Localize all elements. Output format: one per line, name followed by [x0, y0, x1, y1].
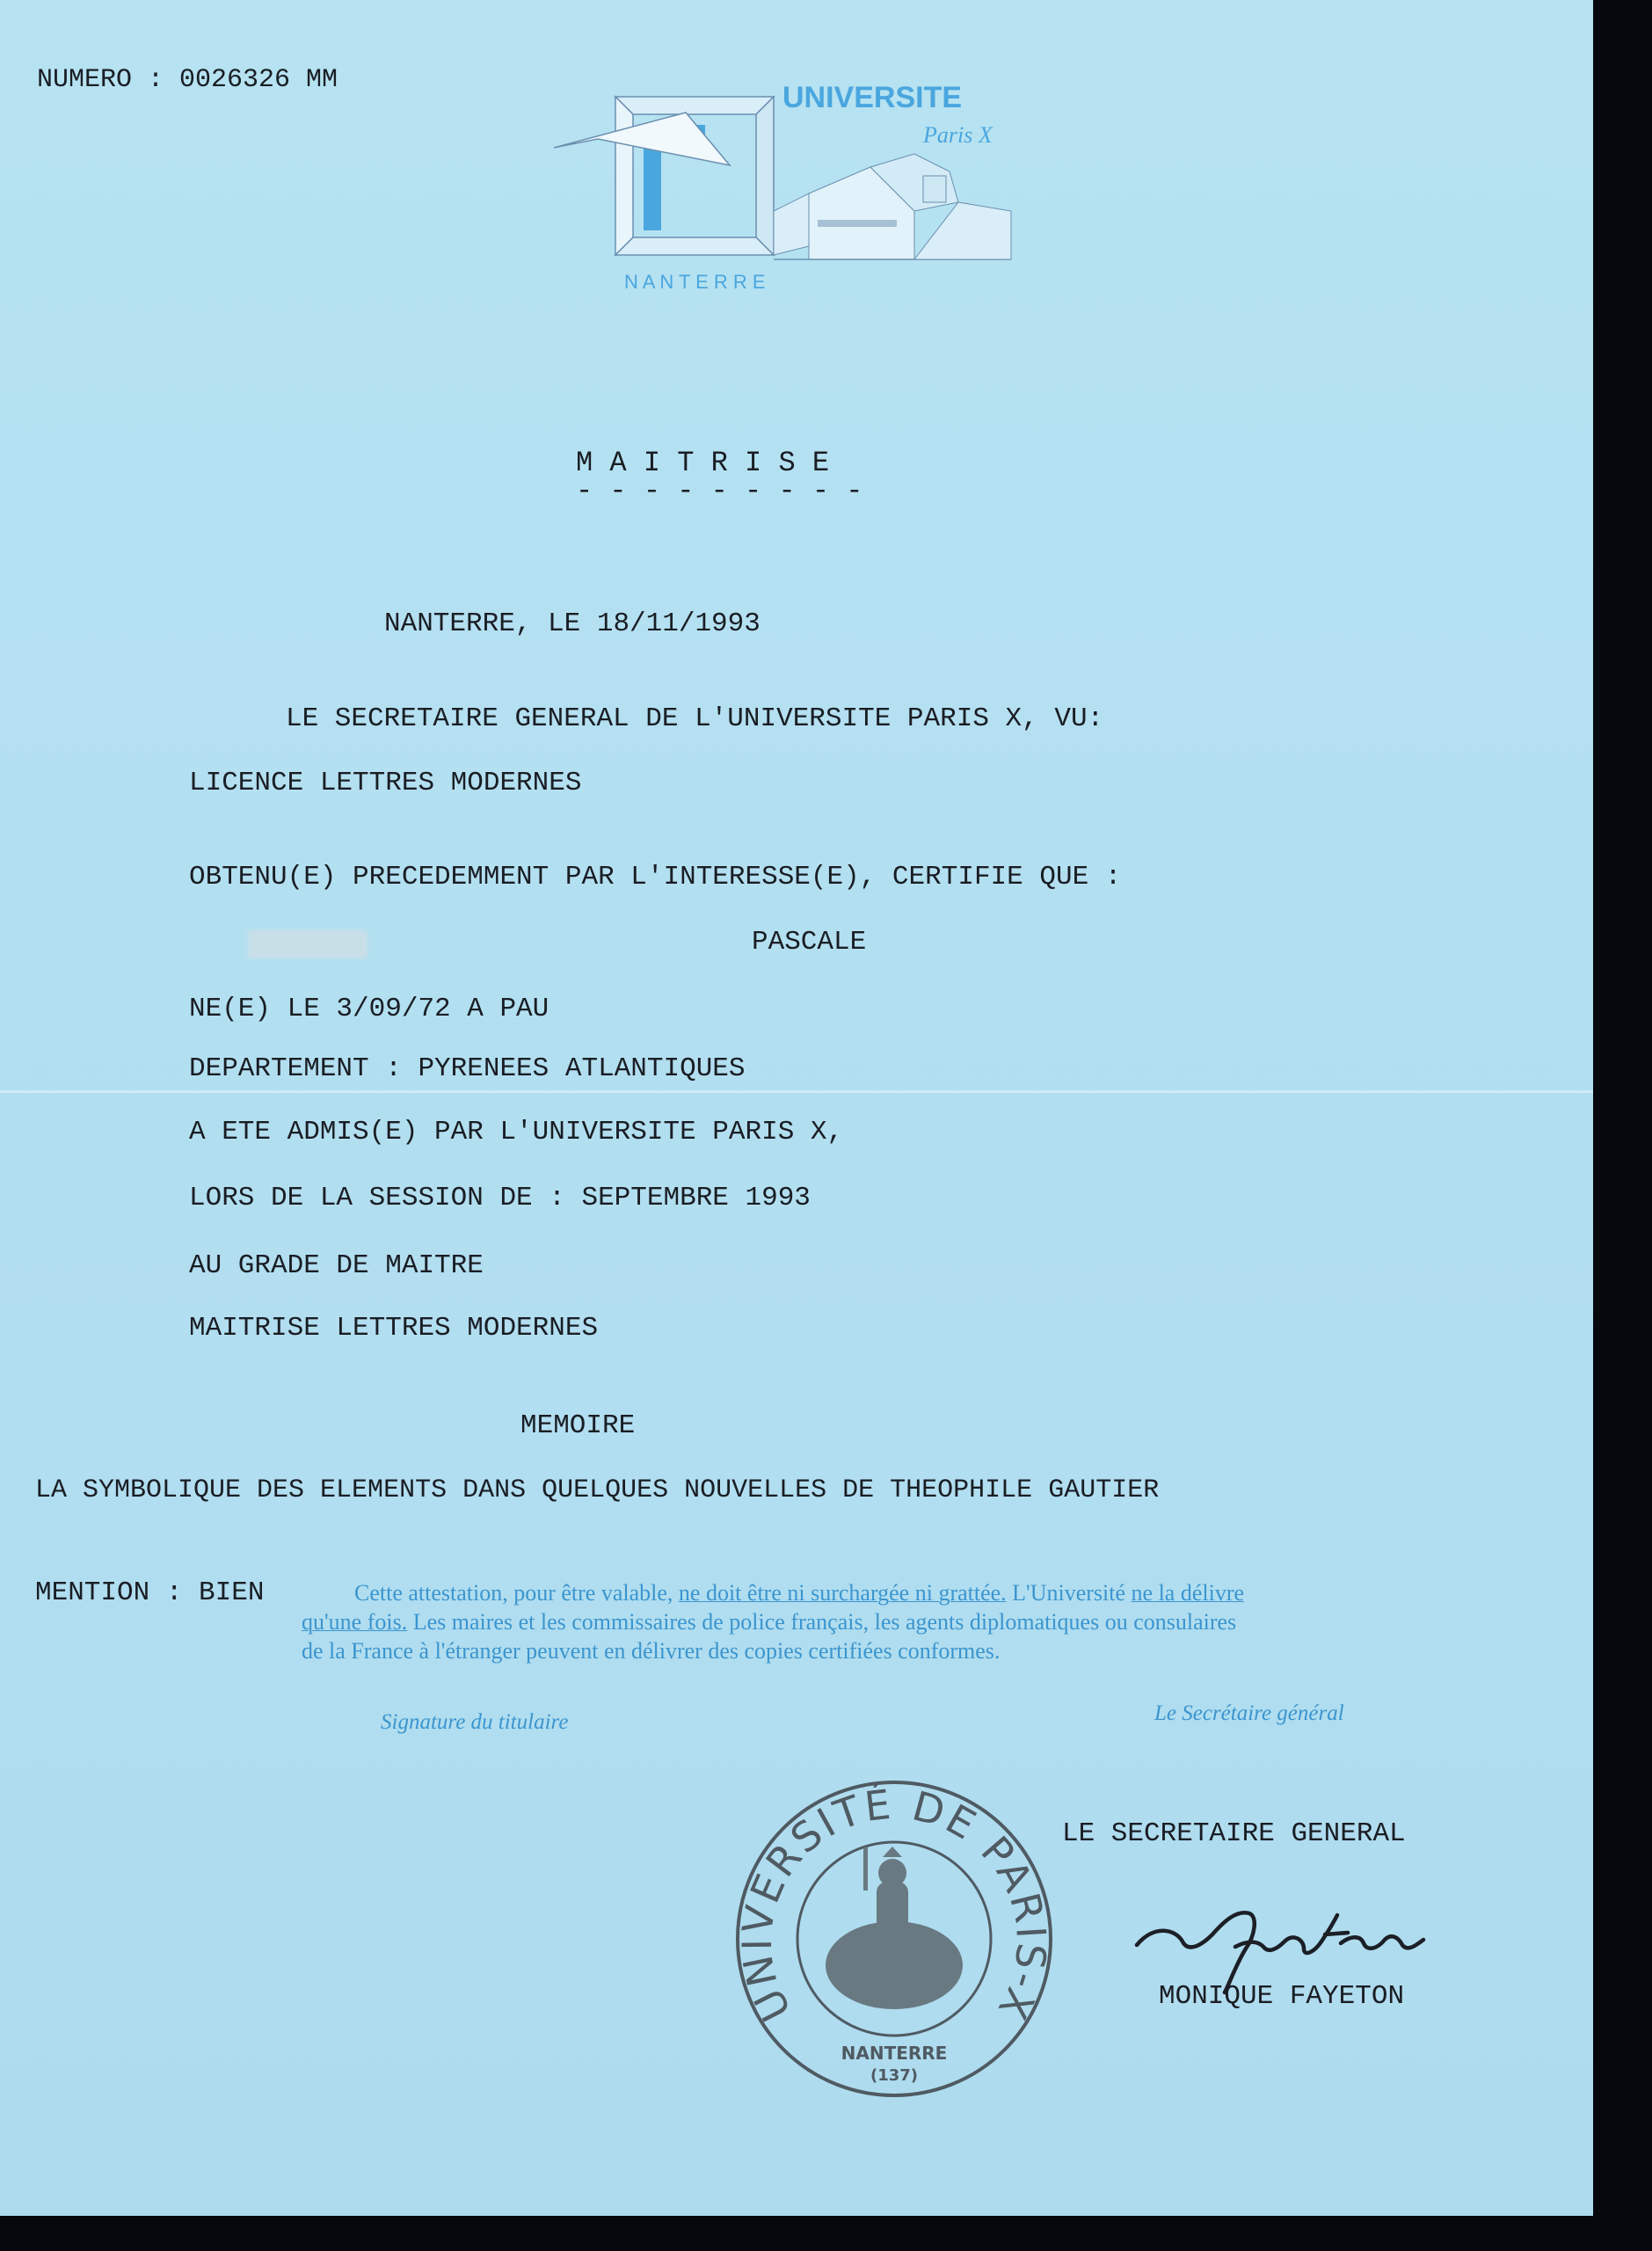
university-seal [731, 1776, 1057, 2102]
title-underline: - - - - - - - - - [576, 475, 863, 507]
holder-signature-label: Signature du titulaire [381, 1710, 569, 1734]
notice-line-1 [354, 1580, 1244, 1606]
prior-degree: LICENCE LETTRES MODERNES [189, 768, 582, 798]
session-line: LORS DE LA SESSION DE : SEPTEMBRE 1993 [189, 1183, 811, 1213]
signatory-name: MONIQUE FAYETON [1159, 1981, 1405, 2012]
notice-text: Les maires et les commissaires de police français, les agents diplomatiques ou consulaires [407, 1609, 1237, 1635]
department-line: DEPARTEMENT : PYRENEES ATLANTIQUES [189, 1053, 746, 1084]
notice-line-2 [302, 1609, 1236, 1635]
logo-city: N A N T E R R E [624, 271, 766, 293]
handwritten-signature [1130, 1890, 1446, 1996]
mention-line: MENTION : BIEN [35, 1577, 265, 1608]
first-name: PASCALE [752, 927, 867, 958]
logo-building-icon [554, 97, 1011, 259]
signatory-title: LE SECRETAIRE GENERAL [1062, 1818, 1406, 1849]
notice-emphasis: ne doit être ni surchargée ni grattée. [678, 1580, 1007, 1606]
logo-script: Paris X [923, 122, 993, 148]
admitted-line: A ETE ADMIS(E) PAR L'UNIVERSITE PARIS X, [189, 1117, 844, 1147]
redacted-surname [248, 930, 368, 958]
intro-line: LE SECRETAIRE GENERAL DE L'UNIVERSITE PARIS X, VU: [286, 703, 1104, 734]
notice-emphasis: qu'une fois. [302, 1609, 408, 1635]
notice-text: L'Université [1006, 1580, 1132, 1606]
page-title: M A I T R I S E [576, 447, 830, 479]
secretary-label: Le Secrétaire général [1154, 1701, 1344, 1725]
seal-text: UNIVERSITÉ DE PARIS-X [732, 1780, 1056, 2029]
birth-line: NE(E) LE 3/09/72 A PAU [189, 994, 549, 1024]
university-logo [545, 79, 1037, 299]
notice-text: Cette attestation, pour être valable, [354, 1580, 679, 1606]
grade-line: AU GRADE DE MAITRE [189, 1250, 484, 1281]
notice-line-3: de la France à l'étranger peuvent en délivrer des copies certifiées conformes. [302, 1638, 1001, 1664]
degree-line: MAITRISE LETTRES MODERNES [189, 1313, 599, 1344]
document-number: NUMERO : 0026326 MM [37, 65, 338, 95]
notice-emphasis: ne la délivre [1131, 1580, 1245, 1606]
seal-city: NANTERRE [841, 2043, 948, 2064]
memoire-title: LA SYMBOLIQUE DES ELEMENTS DANS QUELQUES NOUVELLES DE THEOPHILE GAUTIER [35, 1475, 1160, 1505]
certify-line: OBTENU(E) PRECEDEMMENT PAR L'INTERESSE(E), CERTIFIE QUE : [189, 862, 1122, 892]
seal-emblem-icon [826, 1847, 963, 2009]
logo-name: UNIVERSITE [782, 81, 963, 114]
fold-line [0, 1090, 1593, 1093]
seal-code: (137) [870, 2066, 919, 2085]
date-line: NANTERRE, LE 18/11/1993 [384, 608, 761, 639]
memoire-label: MEMOIRE [520, 1410, 636, 1441]
